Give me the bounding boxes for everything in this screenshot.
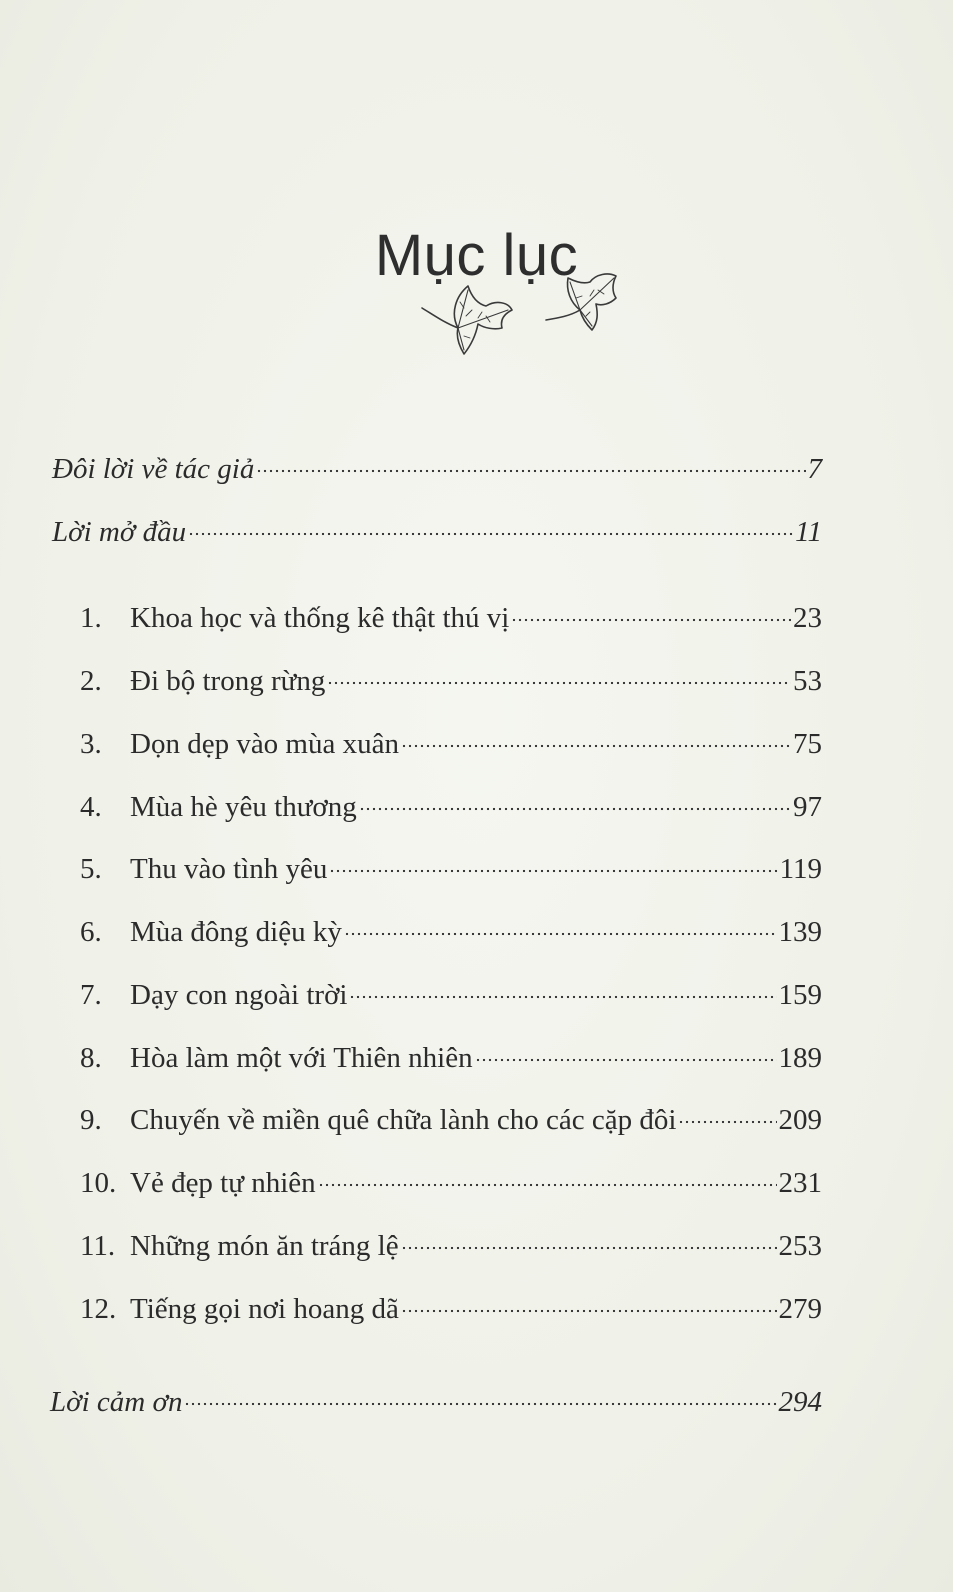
chapter-number: 12. — [80, 1293, 117, 1325]
chapter-number: 3. — [80, 728, 102, 760]
toc-entry-label: Khoa học và thống kê thật thú vị — [130, 602, 510, 634]
toc-entry-page: 97 — [793, 791, 822, 823]
toc-entry-page: 279 — [778, 1293, 822, 1325]
toc-entry-chapter-8[interactable] — [80, 1041, 822, 1075]
dot-leader — [184, 1399, 776, 1409]
toc-entry-label: Mùa hè yêu thương — [130, 791, 357, 823]
toc-entry-chapter-5[interactable] — [80, 852, 822, 886]
toc-entry-page: 75 — [793, 728, 822, 760]
toc-entry-chapter-4[interactable] — [80, 790, 822, 824]
toc-entry-about-author[interactable] — [52, 452, 822, 486]
dot-leader — [401, 1243, 777, 1253]
chapter-number: 4. — [80, 791, 102, 823]
chapter-number: 9. — [80, 1104, 102, 1136]
dot-leader — [344, 929, 777, 939]
chapter-number: 7. — [80, 979, 102, 1011]
dot-leader — [511, 615, 791, 625]
toc-entry-page: 119 — [779, 853, 822, 885]
toc-entry-page: 11 — [795, 516, 822, 548]
dot-leader — [401, 741, 791, 751]
toc-entry-label: Mùa đông diệu kỳ — [130, 916, 342, 948]
dot-leader — [678, 1117, 776, 1127]
toc-entry-label: Tiếng gọi nơi hoang dã — [130, 1293, 399, 1325]
dot-leader — [188, 529, 793, 539]
chapter-number: 11. — [80, 1230, 116, 1262]
toc-entry-label: Đôi lời về tác giả — [52, 453, 255, 485]
toc-entry-chapter-7[interactable] — [80, 978, 822, 1012]
toc-entry-page: 253 — [778, 1230, 822, 1262]
toc-entry-label: Lời cảm ơn — [50, 1386, 183, 1418]
toc-entry-chapter-3[interactable] — [80, 727, 822, 761]
toc-entry-chapter-1[interactable] — [80, 601, 822, 635]
toc-entry-label: Dọn dẹp vào mùa xuân — [130, 728, 399, 760]
toc-entry-page: 189 — [778, 1042, 822, 1074]
chapter-number: 2. — [80, 665, 102, 697]
chapter-number: 1. — [80, 602, 102, 634]
toc-entry-page: 139 — [778, 916, 822, 948]
toc-entry-label: Chuyến về miền quê chữa lành cho các cặp đôi — [130, 1104, 677, 1136]
toc-entry-page: 159 — [778, 979, 822, 1011]
dot-leader — [327, 678, 791, 688]
dot-leader — [329, 866, 777, 876]
chapter-number: 6. — [80, 916, 102, 948]
toc-entry-page: 7 — [807, 453, 822, 485]
toc-entry-page: 23 — [793, 602, 822, 634]
toc-entry-acknowledgements[interactable] — [50, 1385, 822, 1419]
toc-entry-foreword[interactable] — [52, 515, 822, 549]
toc-entry-label: Thu vào tình yêu — [130, 853, 328, 885]
dot-leader — [318, 1180, 777, 1190]
toc-entry-label: Hòa làm một với Thiên nhiên — [130, 1042, 473, 1074]
dot-leader — [256, 466, 805, 476]
chapter-number: 5. — [80, 853, 102, 885]
chapter-number: 10. — [80, 1167, 117, 1199]
toc-entry-chapter-2[interactable] — [80, 664, 822, 698]
dot-leader — [349, 992, 776, 1002]
toc-entry-page: 294 — [778, 1386, 822, 1418]
dot-leader — [401, 1306, 777, 1316]
toc-entry-chapter-10[interactable] — [80, 1166, 822, 1200]
toc-entry-page: 231 — [778, 1167, 822, 1199]
toc-entry-chapter-6[interactable] — [80, 915, 822, 949]
dot-leader — [475, 1055, 777, 1065]
page-title: Mục lục — [374, 223, 579, 288]
toc-entry-label: Dạy con ngoài trời — [130, 979, 348, 1011]
toc-entry-page: 209 — [778, 1104, 822, 1136]
chapter-number: 8. — [80, 1042, 102, 1074]
toc-entry-label: Những món ăn tráng lệ — [130, 1230, 399, 1262]
toc-entry-page: 53 — [793, 665, 822, 697]
dot-leader — [359, 804, 791, 814]
toc-entry-chapter-9[interactable] — [80, 1103, 822, 1137]
toc-entry-chapter-11[interactable] — [80, 1229, 822, 1263]
toc-entry-label: Vẻ đẹp tự nhiên — [130, 1167, 316, 1199]
toc-entry-chapter-12[interactable] — [80, 1292, 822, 1326]
toc-entry-label: Lời mở đầu — [52, 516, 187, 548]
toc-entry-label: Đi bộ trong rừng — [130, 665, 326, 697]
